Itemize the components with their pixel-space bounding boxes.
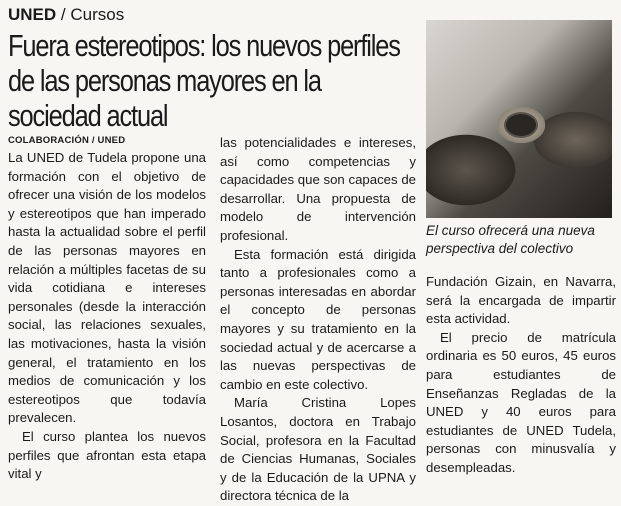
paragraph: Esta formación está dirigida tanto a profesionales como a personas interesadas en abordar el concepto de personas mayores y su tratamiento en la sociedad actual y de acercarse a las nuevas perspectivas de cambio en este colectivo. <box>220 246 416 392</box>
paragraph: El precio de matrícula ordinaria es 50 euros, 45 euros para estudiantes de Enseñanzas Regladas de la UNED y 40 euros para estudiantes de UNED Tudela, personas con minusvalía y desempleadas. <box>426 329 616 475</box>
section-separator: / <box>56 5 71 24</box>
article-column-2 <box>220 134 416 506</box>
section-category: Cursos <box>70 5 125 24</box>
article-photo <box>426 20 612 218</box>
paragraph: María Cristina Lopes Losantos, doctora en Trabajo Social, profesora en la Facultad de Ciencias Humanas, Sociales y de la Educación de la UPNA y directora técnica de la <box>220 395 416 504</box>
ring-detail <box>504 112 538 138</box>
section-header <box>8 4 124 26</box>
section-name: UNED <box>8 5 57 24</box>
paragraph: La UNED de Tudela propone una formación con el objetivo de ofrecer una visión de los modelos y estereotipos que han imperado hasta la actualidad sobre el perfil de las personas mayores en relación a múltiples facetas de su vida cotidiana e intereses personales (desde la interacción social, las relaciones sexuales, las motivaciones, hasta la visión general, el tratamiento en los medios de comunicación y los estereotipos que todavía prevalecen. <box>8 150 206 426</box>
article-column-1 <box>8 134 206 484</box>
paragraph: Fundación Gizain, en Navarra, será la encargada de impartir esta actividad. <box>426 274 616 327</box>
article-column-3 <box>426 273 616 478</box>
paragraph: las potencialidades e intereses, así como competencias y capacidades que son capaces de desarrollar. Una propuesta de modelo de intervención profesional. <box>220 135 416 243</box>
paragraph: El curso plantea los nuevos perfiles que afrontan esta etapa vital y <box>8 428 206 482</box>
byline: COLABORACIÓN / UNED <box>8 135 126 146</box>
article-headline: Fuera estereotipos: los nuevos perfiles de las personas mayores en la sociedad actual <box>8 28 400 133</box>
photo-caption: El curso ofrecerá una nueva perspectiva del colectivo <box>426 223 595 256</box>
